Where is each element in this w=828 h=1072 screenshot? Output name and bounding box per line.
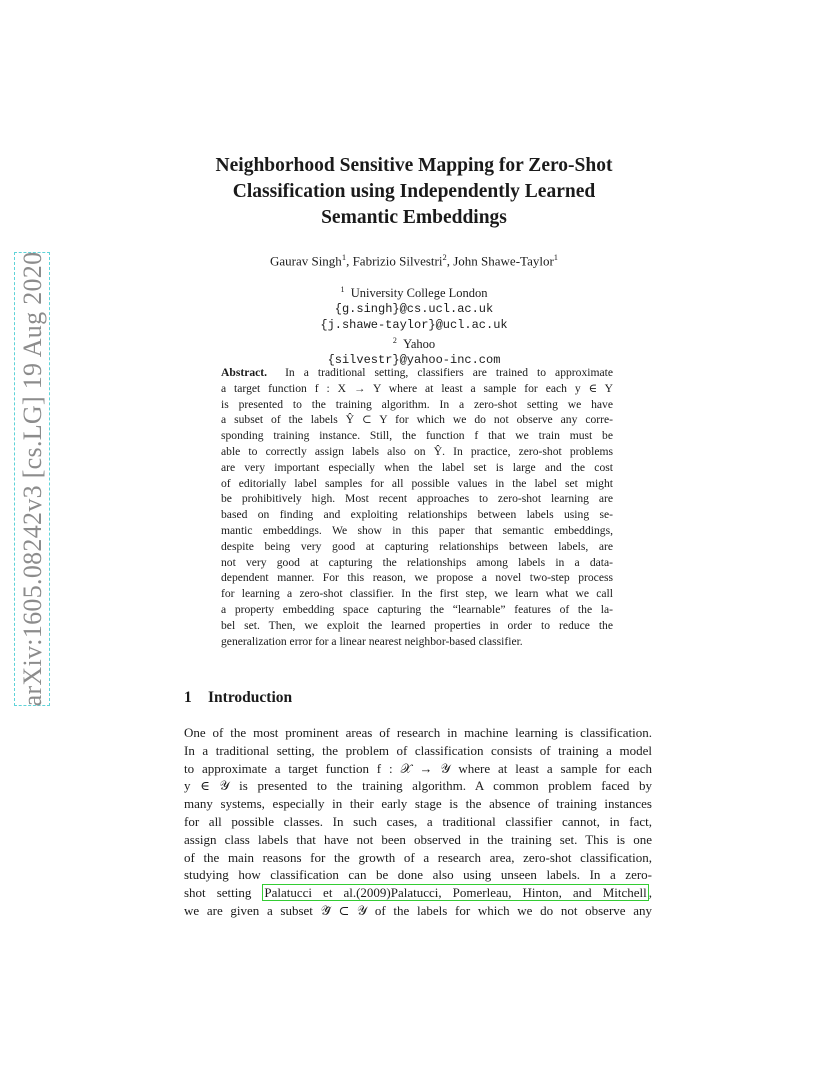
- affil-email: {g.singh}@cs.ucl.ac.uk: [334, 302, 494, 317]
- intro-line: we are given a subset 𝒴̂ ⊂ 𝒴 of the labels for which we do not observe any: [184, 902, 652, 918]
- author-affil-mark: 2: [442, 252, 447, 262]
- section-heading: [184, 689, 292, 707]
- abstract-line: able to correctly assign labels also on Ŷ. In practice, zero-shot problems: [221, 444, 613, 458]
- abstract-line: be prohibitively high. Most recent approaches to zero-shot learning are: [221, 492, 613, 506]
- intro-line: One of the most prominent areas of research in machine learning is classification.: [184, 725, 652, 740]
- affil-name: University College London: [350, 286, 488, 301]
- abstract-line: for learning a zero-shot classifier. In the first step, we learn what we call: [221, 587, 613, 601]
- author-name: Fabrizio Silvestri: [352, 253, 443, 269]
- title-line: Semantic Embeddings: [321, 207, 507, 228]
- section-title: Introduction: [208, 689, 293, 706]
- author-name: Gaurav Singh: [269, 253, 342, 269]
- intro-line: y ∈ 𝒴 is presented to the training algorithm. A common problem faced by: [184, 778, 652, 794]
- abstract-line: sponding training instance. Still, the function f that we train must be: [221, 429, 613, 443]
- intro-line: studying how classification can be done also using unseen labels. In a zero-: [184, 867, 652, 883]
- intro-line: for all possible classes. In such cases, a traditional classifier cannot, in fact,: [184, 813, 652, 829]
- abstract-text: In a traditional setting, classifiers are trained to approximate: [285, 366, 614, 379]
- affil-email: {silvestr}@yahoo-inc.com: [327, 353, 501, 368]
- affiliations: [150, 282, 678, 368]
- abstract-label: Abstract.: [221, 366, 268, 379]
- author-affil-mark: 1: [341, 252, 347, 262]
- abstract: [221, 365, 613, 649]
- abstract-line: mantic embeddings. We show in this paper that semantic embeddings,: [221, 523, 613, 537]
- abstract-line: a property embedding space capturing the “learnable” features of the la-: [221, 602, 613, 616]
- abstract-line: of editorially label samples for all possible values in the label set might: [221, 476, 613, 490]
- abstract-line: bel set. Then, we exploit the learned properties in order to reduce the: [221, 618, 613, 632]
- intro-line: [184, 884, 652, 902]
- abstract-line: generalization error for a linear nearest neighbor-based classifier.: [221, 634, 523, 648]
- intro-line: assign class labels that have not been observed in the training set. This is one: [184, 831, 652, 847]
- author-list: Gaurav Singh$^1$, Fabrizio Silvestri$^2$, John Shawe-Taylor$^1$: [269, 252, 559, 269]
- abstract-line: a subset of the labels Ŷ ⊂ Y for which we do not observe any corre-: [221, 413, 613, 427]
- abstract-line: despite being very good at capturing relationships between labels, are: [221, 539, 613, 553]
- intro-line: many systems, especially in their early stage is the absence of training instances: [184, 796, 652, 812]
- section-number: 1: [184, 689, 192, 706]
- introduction-body: [184, 724, 652, 920]
- title-line: Classification using Independently Learned: [232, 181, 596, 202]
- intro-text: shot setting: [184, 885, 252, 901]
- abstract-line: are very important especially when the label set is large and the cost: [221, 460, 613, 474]
- author-affil-mark: 1: [553, 252, 559, 262]
- arxiv-identifier: arXiv:1605.08242v3 [cs.LG] 19 Aug 2020: [18, 251, 47, 707]
- intro-line: In a traditional setting, the problem of classification consists of training a model: [184, 742, 652, 758]
- paper-title: [150, 153, 678, 231]
- affil-mark: 2: [392, 336, 397, 346]
- abstract-line: [221, 365, 613, 381]
- intro-line: to approximate a target function f : 𝒳 → 𝒴 where at least a sample for each: [184, 760, 652, 776]
- abstract-line: is presented to the training algorithm. In a zero-shot setting we have: [221, 397, 613, 411]
- title-line: Neighborhood Sensitive Mapping for Zero-Shot: [215, 155, 613, 176]
- abstract-line: not very good at capturing the relationships among labels in a data-: [221, 555, 613, 569]
- abstract-line: a target function f : X → Y where at least a sample for each y ∈ Y: [221, 381, 613, 395]
- arxiv-side-stamp: [14, 252, 54, 708]
- abstract-line: dependent manner. For this reason, we propose a novel two-step process: [221, 571, 613, 585]
- intro-line: of the main reasons for the growth of a research area, zero-shot classification,: [184, 849, 652, 865]
- intro-text: ,: [648, 885, 653, 901]
- affil-name: Yahoo: [403, 337, 436, 352]
- citation-link[interactable]: Palatucci et al.(2009)Palatucci, Pomerleau, Hinton, and Mitchell: [264, 885, 647, 901]
- abstract-line: based on finding and exploiting relationships between labels using se-: [221, 508, 613, 522]
- author-name: John Shawe-Taylor: [453, 253, 554, 269]
- affil-email: {j.shawe-taylor}@ucl.ac.uk: [320, 318, 508, 333]
- affil-mark: 1: [340, 285, 345, 294]
